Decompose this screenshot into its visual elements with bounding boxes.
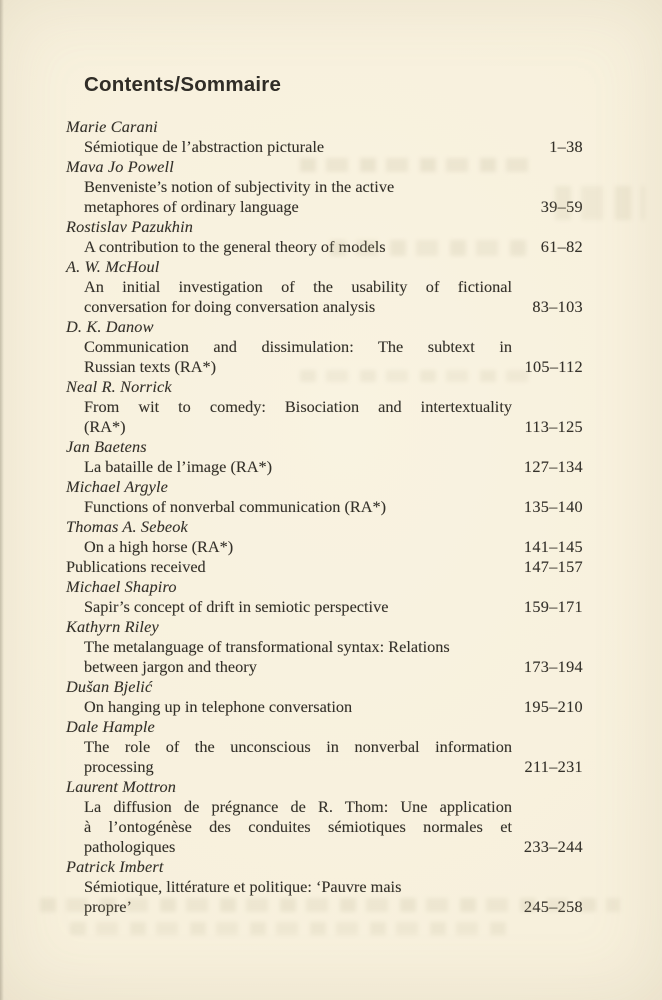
toc-title-row [66, 457, 583, 477]
entry-title-line: pathologiques [84, 837, 176, 856]
toc-author-row [66, 217, 583, 237]
toc-author-row [66, 477, 583, 497]
entry-page-range: 159–171 [523, 597, 583, 616]
entry-title-line: Sémiotique de l’abstraction picturale [84, 137, 325, 156]
entry-author: Michael Argyle [66, 477, 169, 496]
toc-title-row [66, 277, 583, 297]
toc-title-row [66, 797, 583, 817]
entry-title-line: From wit to comedy: Bisociation and intertextuality [84, 397, 512, 416]
entry-author: Marie Carani [66, 117, 158, 136]
entry-title-line: Functions of nonverbal communication (RA*) [84, 497, 387, 516]
toc-title-row [66, 837, 583, 857]
entry-page-range: 211–231 [524, 757, 583, 776]
entry-page-range: 39–59 [540, 197, 583, 216]
entry-title-line: La diffusion de prégnance de R. Thom: Une application [84, 797, 512, 816]
entry-author: Dušan Bjelić [66, 677, 153, 696]
toc-author-row [66, 617, 583, 637]
toc-title-row [66, 337, 583, 357]
entry-title-line: between jargon and theory [84, 657, 257, 676]
toc-title-row [66, 597, 583, 617]
entry-title-line: processing [84, 757, 154, 776]
entry-title-line: metaphores of ordinary language [84, 197, 299, 216]
toc-author-row [66, 257, 583, 277]
entry-author: A. W. McHoul [66, 257, 160, 276]
toc-author-row [66, 157, 583, 177]
toc-title-row [66, 737, 583, 757]
entry-page-range: 173–194 [523, 657, 583, 676]
entry-page-range: 233–244 [523, 837, 583, 856]
toc-title-row [66, 637, 583, 657]
entry-title-line: Publications received [66, 557, 206, 576]
entry-author: Patrick Imbert [66, 857, 164, 876]
entry-page-range: 127–134 [523, 457, 583, 476]
entry-author: D. K. Danow [66, 317, 154, 336]
toc-title-row [66, 697, 583, 717]
entry-page-range: 61–82 [540, 237, 583, 256]
entry-title-line: Benveniste’s notion of subjectivity in the active [84, 177, 395, 196]
table-of-contents [66, 117, 583, 917]
entry-author: Thomas A. Sebeok [66, 517, 188, 536]
toc-title-row [66, 657, 583, 677]
toc-title-row [66, 177, 583, 197]
entry-title-line: The metalanguage of transformational syntax: Relations [84, 637, 450, 656]
entry-title-line: Sapir’s concept of drift in semiotic perspective [84, 597, 389, 616]
toc-author-row [66, 317, 583, 337]
entry-title-line: A contribution to the general theory of models [84, 237, 386, 256]
toc-author-row [66, 117, 583, 137]
toc-title-row [66, 877, 583, 897]
entry-title-line: The role of the unconscious in nonverbal information [84, 737, 512, 756]
entry-title-line: Communication and dissimulation: The subtext in [84, 337, 512, 356]
entry-page-range: 105–112 [524, 357, 583, 376]
entry-page-range: 147–157 [523, 557, 583, 576]
entry-page-range: 1–38 [549, 137, 583, 156]
toc-author-row [66, 777, 583, 797]
scan-edge-shadow [0, 0, 4, 1000]
entry-page-range: 83–103 [532, 297, 583, 316]
toc-author-row [66, 857, 583, 877]
entry-title-line: La bataille de l’image (RA*) [84, 457, 273, 476]
toc-title-row [66, 897, 583, 917]
entry-page-range: 113–125 [524, 417, 583, 436]
toc-title-row [66, 417, 583, 437]
toc-title-row [66, 297, 583, 317]
entry-author: Kathyrn Riley [66, 617, 159, 636]
page-title: Contents/Sommaire [84, 73, 282, 96]
toc-author-row [66, 577, 583, 597]
toc-author-row [66, 717, 583, 737]
entry-title-line: On a high horse (RA*) [84, 537, 234, 556]
toc-title-row [66, 357, 583, 377]
toc-title-row [66, 557, 583, 577]
toc-author-row [66, 517, 583, 537]
entry-title-line: (RA*) [84, 417, 126, 436]
entry-author: Mava Jo Powell [66, 157, 174, 176]
entry-author: Rostislav Pazukhin [66, 217, 194, 236]
entry-author: Jan Baetens [66, 437, 147, 456]
entry-page-range: 195–210 [523, 697, 583, 716]
entry-author: Michael Shapiro [66, 577, 177, 596]
toc-author-row [66, 677, 583, 697]
toc-title-row [66, 817, 583, 837]
entry-title-line: Russian texts (RA*) [84, 357, 217, 376]
entry-author: Dale Hample [66, 717, 155, 736]
toc-title-row [66, 537, 583, 557]
entry-author: Laurent Mottron [66, 777, 177, 796]
entry-title-line: à l’ontogénèse des conduites sémiotiques normales et [84, 817, 512, 836]
toc-title-row [66, 237, 583, 257]
toc-author-row [66, 377, 583, 397]
bleedthrough-ghost [70, 922, 510, 935]
entry-page-range: 135–140 [523, 497, 583, 516]
entry-page-range: 245–258 [523, 897, 583, 916]
toc-author-row [66, 437, 583, 457]
entry-title-line: Sémiotique, littérature et politique: ‘Pauvre mais [84, 877, 402, 896]
toc-title-row [66, 757, 583, 777]
toc-title-row [66, 197, 583, 217]
entry-title-line: propre’ [84, 897, 132, 916]
entry-author: Neal R. Norrick [66, 377, 172, 396]
entry-page-range: 141–145 [523, 537, 583, 556]
entry-title-line: On hanging up in telephone conversation [84, 697, 353, 716]
toc-title-row [66, 137, 583, 157]
toc-title-row [66, 497, 583, 517]
toc-title-row [66, 397, 583, 417]
entry-title-line: conversation for doing conversation analysis [84, 297, 376, 316]
entry-title-line: An initial investigation of the usability of fictional [84, 277, 512, 296]
